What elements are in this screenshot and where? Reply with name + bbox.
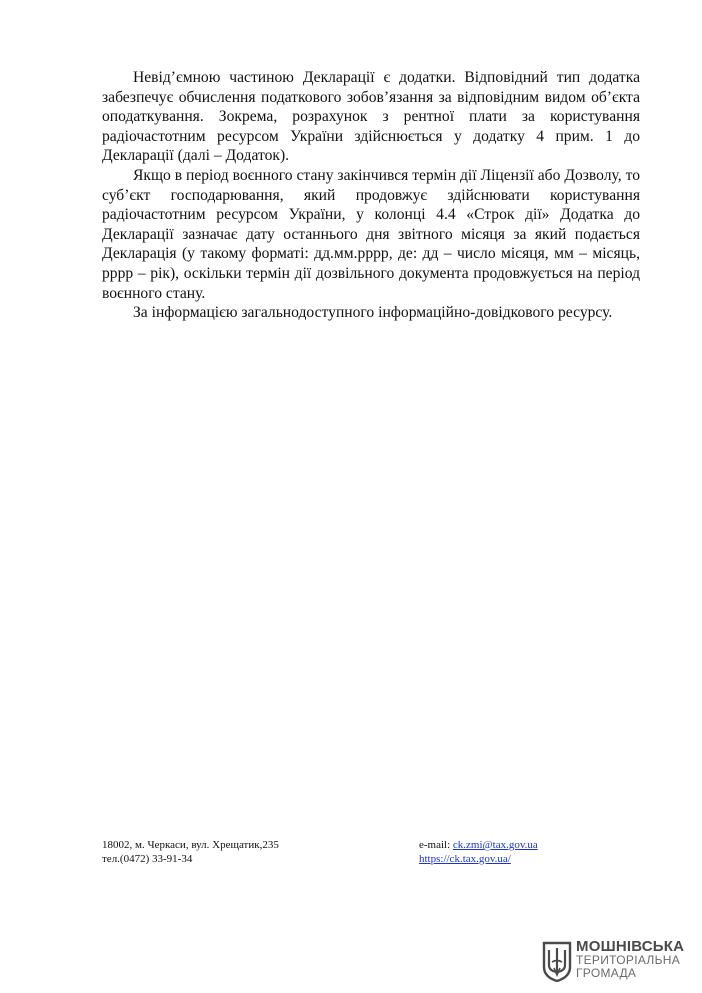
paragraph-source: За інформацією загальнодоступного інформаційно-довідкового ресурсу. [133, 304, 613, 322]
logo-line-2: ТЕРИТОРІАЛЬНА [576, 953, 681, 967]
logo-line-3: ГРОМАДА [576, 966, 637, 980]
footer-email-label: e-mail: [419, 839, 453, 851]
logo-text [576, 939, 684, 980]
document-body [102, 68, 640, 323]
footer-email-link[interactable]: ck.zmi@tax.gov.ua [452, 839, 538, 851]
footer-website-link[interactable]: https://ck.tax.gov.ua/ [419, 852, 511, 865]
footer-email-line [419, 839, 538, 853]
footer-contacts-left [102, 839, 279, 866]
footer-phone: тел.(0472) 33-91-34 [102, 852, 193, 865]
paragraph-annexes: Невід’ємною частиною Декларації є додатки. Відповідний тип додатка забезпечує обчислення податкового зобов’язання за відповідним видом об’єкта оподаткування. Зокрема, розрахунок з рентної плати за користування радіочастотним ресурсом України здійснюється у додатку 4 прим. 1 до Декларації (далі – Додаток). [102, 69, 640, 165]
logo-line-1: МОШНІВСЬКА [576, 938, 685, 955]
footer-contacts-right [419, 839, 538, 866]
footer-address: 18002, м. Черкаси, вул. Хрещатик,235 [102, 839, 279, 851]
community-logo [541, 938, 691, 983]
footer-website-line [419, 853, 538, 867]
trident-icon [541, 940, 573, 982]
paragraph-license-term: Якщо в період воєнного стану закінчився термін дії Ліцензії або Дозволу, то суб’єкт господарювання, який продовжує здійснювати користування радіочастотним ресурсом України, у колонці 4.4 «Строк дії» Додатка до Декларації зазначає дату останнього дня звітного місяця за який подається Декларація (у такому форматі: дд.мм.рррр, де: дд – число місяця, мм – місяць, рррр – рік), оскільки термін дії дозвільного документа продовжується на період воєнного стану. [102, 166, 640, 302]
